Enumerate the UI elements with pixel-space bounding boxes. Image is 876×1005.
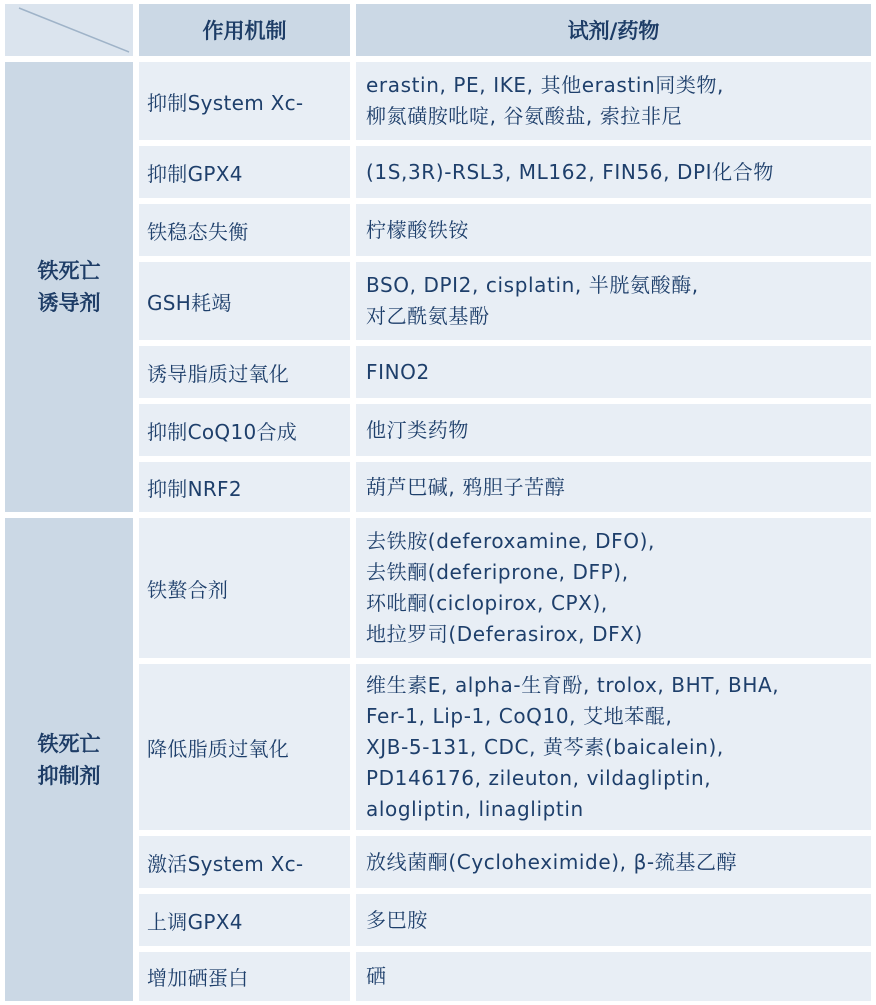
agents-text: 硒	[366, 964, 387, 988]
agents-text: FINO2	[366, 359, 430, 384]
agents-text: 多巴胺	[366, 907, 428, 932]
agents-cell	[356, 894, 871, 946]
group-label: 铁死亡 抑制剂	[37, 731, 101, 788]
agents-cell	[356, 952, 871, 1001]
agents-text: BSO, DPI2, cisplatin, 半胱氨酸酶, 对乙酰氨基酚	[366, 273, 699, 328]
group-label-cell	[5, 518, 133, 1001]
agents-text: 葫芦巴碱, 鸦胆子苦醇	[366, 474, 566, 499]
group-label: 铁死亡 诱导剂	[37, 259, 101, 315]
mechanism-cell: 诱导脂质过氧化	[139, 346, 350, 398]
agents-cell	[356, 462, 871, 512]
agents-cell	[356, 146, 871, 198]
header-corner-cell	[5, 4, 133, 56]
mechanism-cell: 抑制GPX4	[139, 146, 350, 198]
mechanism-cell: 铁稳态失衡	[139, 204, 350, 256]
mechanism-cell: 激活System Xc-	[139, 836, 350, 888]
agents-text: erastin, PE, IKE, 其他erastin同类物, 柳氮磺胺吡啶, 谷氨酸盐, 索拉非尼	[366, 73, 725, 128]
agents-cell	[356, 262, 871, 340]
mechanism-cell: 抑制NRF2	[139, 462, 350, 512]
agents-cell	[356, 836, 871, 888]
diagonal-line	[5, 4, 133, 56]
agents-cell	[356, 664, 871, 830]
mechanism-cell: 上调GPX4	[139, 894, 350, 946]
agents-cell	[356, 518, 871, 658]
group-label-cell	[5, 62, 133, 512]
mechanism-cell: 抑制System Xc-	[139, 62, 350, 140]
agents-cell	[356, 62, 871, 140]
agents-text: (1S,3R)-RSL3, ML162, FIN56, DPI化合物	[366, 159, 774, 184]
mechanism-cell: GSH耗竭	[139, 262, 350, 340]
agents-text: 柠檬酸铁铵	[366, 217, 469, 242]
agents-text: 去铁胺(deferoxamine, DFO), 去铁酮(deferiprone, DFP), 环吡酮(ciclopirox, CPX), 地拉罗司(Deferasirox, DFX)	[366, 529, 655, 646]
mechanism-cell: 增加硒蛋白	[139, 952, 350, 1001]
mechanism-cell: 抑制CoQ10合成	[139, 404, 350, 456]
header-agents: 试剂/药物	[356, 4, 871, 56]
agents-text: 放线菌酮(Cycloheximide), β-巯基乙醇	[366, 849, 738, 874]
agents-text: 维生素E, alpha-生育酚, trolox, BHT, BHA, Fer-1, Lip-1, CoQ10, 艾地苯醌, XJB-5-131, CDC, 黄芩素(baicalein), PD146176, zileuton, vildagliptin, alogliptin, linagliptin	[366, 672, 780, 821]
header-mechanism: 作用机制	[139, 4, 350, 56]
agents-cell	[356, 346, 871, 398]
mechanism-cell: 降低脂质过氧化	[139, 664, 350, 830]
agents-text: 他汀类药物	[366, 417, 469, 442]
agents-cell	[356, 204, 871, 256]
agents-cell	[356, 404, 871, 456]
mechanism-cell: 铁螯合剂	[139, 518, 350, 658]
